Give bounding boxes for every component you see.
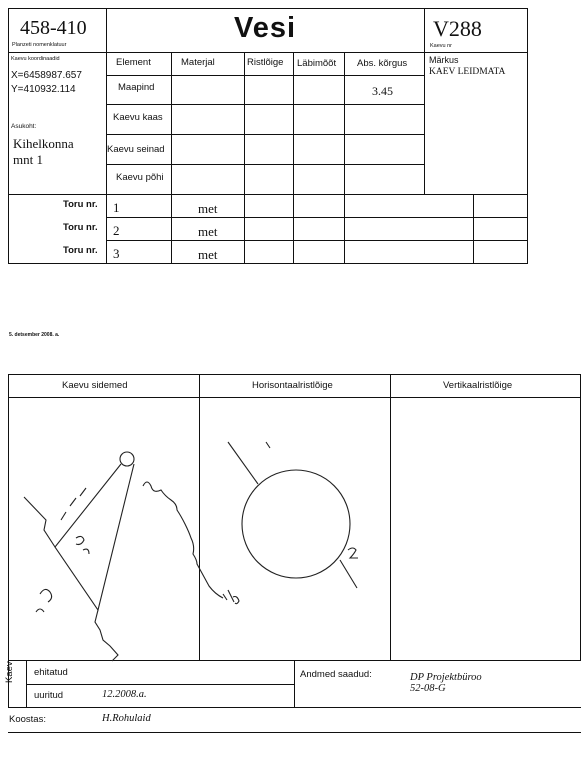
built-label: ehitatud: [34, 667, 68, 678]
location-label: Asukoht:: [11, 123, 37, 130]
divider: [8, 707, 581, 708]
surveyed-value: 12.2008.a.: [102, 689, 147, 700]
section-header: Horisontaalristlõige: [252, 380, 333, 391]
pipe-unit: met: [198, 224, 218, 239]
data-from-value: DP Projektbüroo: [410, 672, 482, 683]
row-label: Maapind: [118, 82, 155, 93]
section-header: Kaevu sidemed: [62, 380, 128, 391]
divider: [8, 732, 581, 733]
column-header: Element: [116, 57, 151, 68]
pipe-number: 2: [113, 223, 120, 238]
map-sheet-number: 458-410: [20, 17, 87, 39]
row-label: Kaevu kaas: [113, 112, 163, 123]
compiled-label: Koostas:: [9, 714, 46, 725]
column-header: Ristlõige: [247, 57, 284, 68]
remarks-label: Märkus: [429, 55, 459, 65]
well-number-label: Kaevu nr: [430, 43, 453, 49]
pipe-number: 3: [113, 246, 120, 261]
divider: [26, 684, 294, 685]
pipe-unit: met: [198, 247, 218, 262]
row-label: Kaevu põhi: [116, 172, 164, 183]
pipe-label: Toru nr.: [63, 199, 98, 210]
kaev-label: Kaev: [4, 661, 15, 683]
pipe-label: Toru nr.: [63, 222, 98, 233]
data-from-value: 52-08-G: [410, 683, 446, 694]
pipe-number: 1: [113, 200, 120, 215]
location-line1: Kihelkonna: [13, 136, 74, 151]
x-coordinate: X=6458987.657: [11, 70, 82, 81]
surveyed-label: uuritud: [34, 690, 64, 701]
well-number: V288: [433, 16, 482, 41]
data-from-label: Andmed saadud:: [300, 669, 372, 680]
coords-label: Kaevu koordinaadid: [11, 56, 60, 62]
pipe-unit: met: [198, 201, 218, 216]
column-header: Abs. kõrgus: [357, 58, 408, 69]
divider: [294, 661, 295, 707]
y-coordinate: Y=410932.114: [11, 84, 76, 95]
date-note: 5. detsember 2008. a.: [9, 332, 60, 338]
map-sheet-label: Planzeti nomenklatuur: [12, 42, 67, 48]
column-header: Läbimõõt: [297, 58, 337, 69]
ground-elevation: 3.45: [372, 84, 393, 98]
column-header: Materjal: [181, 57, 215, 68]
page-title: Vesi: [234, 12, 297, 44]
row-label: Kaevu seinad: [107, 144, 165, 155]
location-line2: mnt 1: [13, 152, 43, 167]
remarks-value: KAEV LEIDMATA: [429, 67, 506, 77]
section-header: Vertikaalristlõige: [443, 380, 513, 391]
compiled-value: H.Rohulaid: [102, 713, 151, 724]
pipe-label: Toru nr.: [63, 245, 98, 256]
